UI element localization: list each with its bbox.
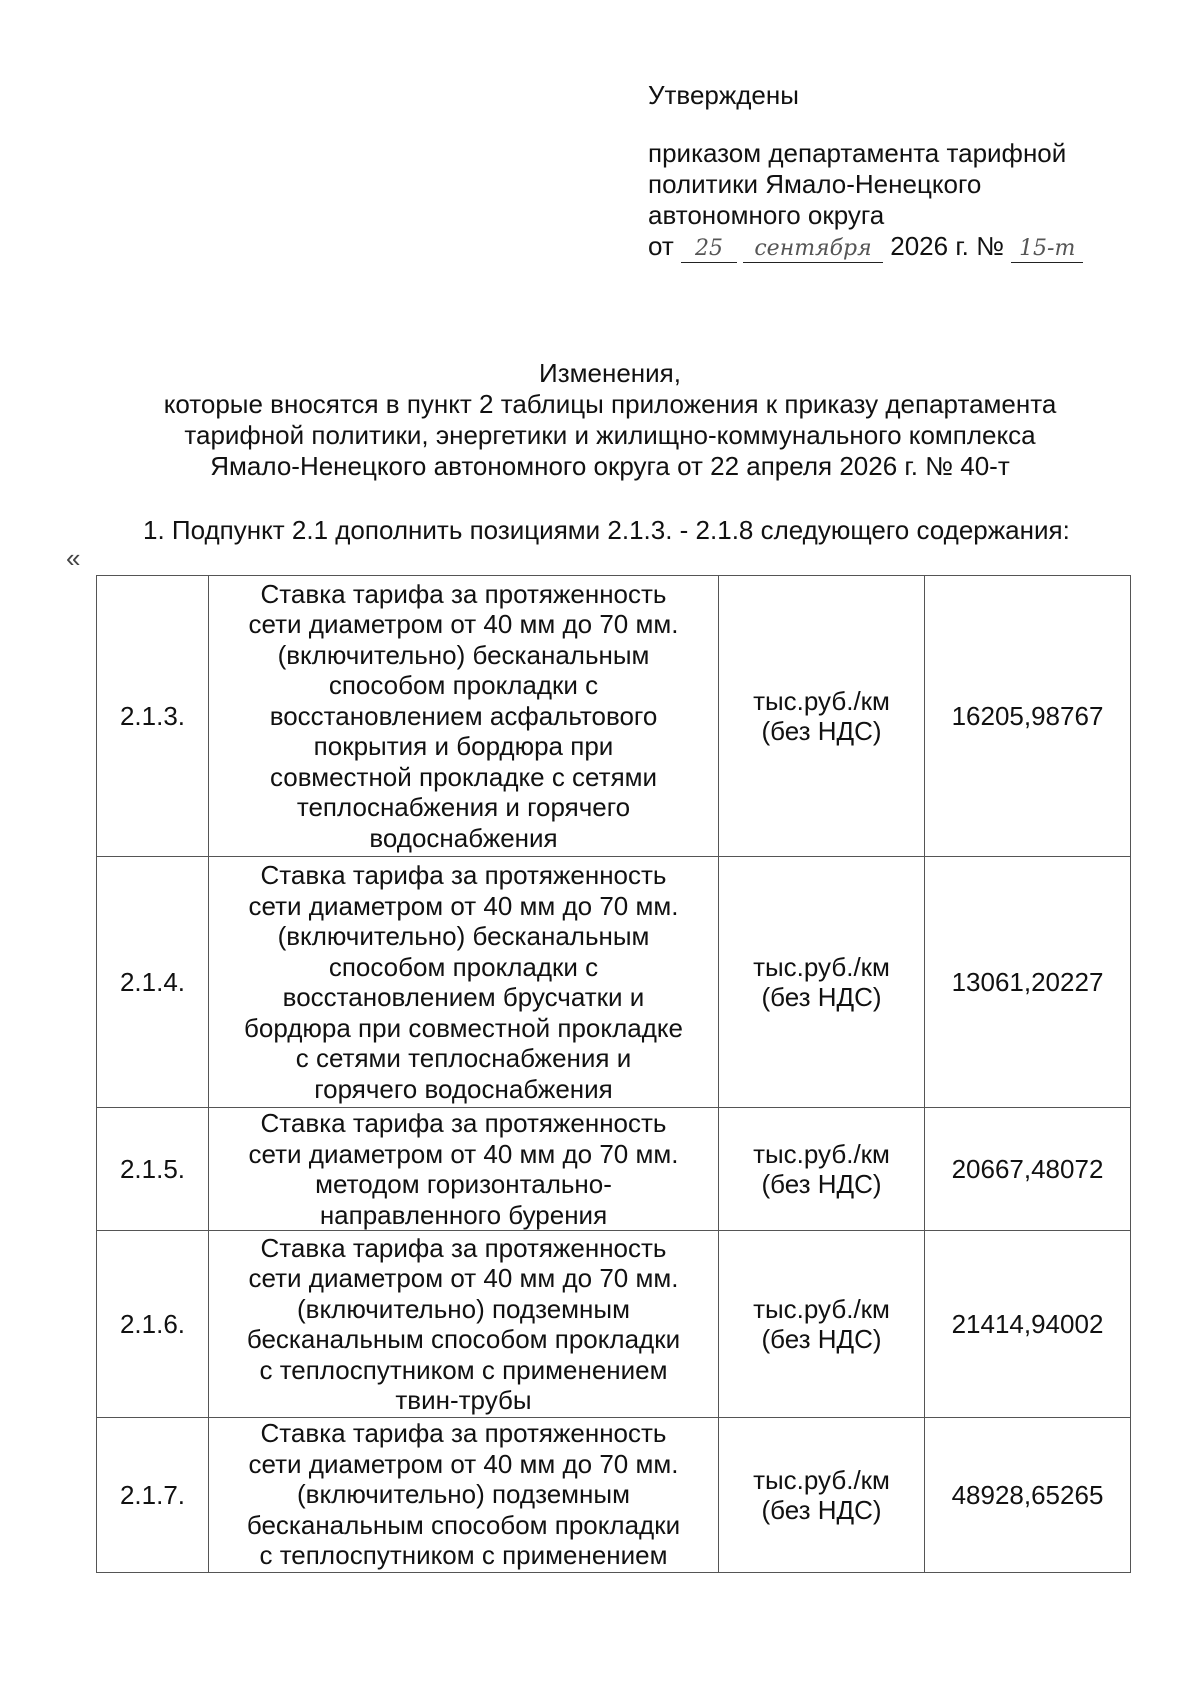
- tariff-table: [96, 575, 1131, 1573]
- opening-quote-mark: «: [66, 543, 81, 573]
- description-line: водоснабжения: [369, 822, 558, 853]
- unit-line: тыс.руб./км: [753, 685, 890, 716]
- description-line: с теплоспутником с применением: [259, 1540, 668, 1570]
- row-number: 2.1.5.: [97, 1108, 209, 1231]
- row-description: [209, 1418, 719, 1573]
- order-day-handwritten: 25: [681, 236, 737, 263]
- row-number: 2.1.3.: [97, 576, 209, 857]
- row-unit: [719, 1418, 925, 1573]
- description-line: Ставка тарифа за протяженность: [260, 1232, 667, 1263]
- description-line: с сетями теплоснабжения и: [295, 1043, 632, 1073]
- row-value: 20667,48072: [925, 1108, 1131, 1231]
- row-description: [209, 576, 719, 857]
- description-line: бордюра при совместной прокладке: [244, 1012, 683, 1043]
- description-line: сети диаметром от 40 мм до 70 мм.: [248, 1138, 679, 1169]
- row-number: 2.1.6.: [97, 1231, 209, 1418]
- row-unit: [719, 857, 925, 1108]
- description-line: покрытия и бордюра при: [313, 731, 614, 762]
- row-number: 2.1.4.: [97, 857, 209, 1108]
- description-line: сети диаметром от 40 мм до 70 мм.: [248, 1263, 679, 1293]
- document-heading: [80, 358, 1140, 482]
- approval-title: Утверждены: [648, 80, 799, 110]
- heading-line: тарифной политики, энергетики и жилищно-коммунального комплекса: [184, 420, 1036, 450]
- unit-line: тыс.руб./км: [753, 1293, 890, 1324]
- unit-line: (без НДС): [761, 716, 882, 746]
- unit-line: (без НДС): [761, 1495, 882, 1525]
- unit-line: тыс.руб./км: [753, 951, 890, 982]
- unit-line: (без НДС): [761, 982, 882, 1012]
- description-line: способом прокладки с: [328, 670, 599, 701]
- description-line: Ставка тарифа за протяженность: [260, 1108, 667, 1138]
- approval-block: [648, 80, 1168, 263]
- description-line: Ставка тарифа за протяженность: [260, 860, 667, 890]
- description-line: (включительно) бесканальным: [277, 639, 650, 670]
- unit-line: (без НДС): [761, 1324, 882, 1354]
- table-row: [97, 1418, 1131, 1573]
- table-row: [97, 857, 1131, 1108]
- unit-line: (без НДС): [761, 1169, 882, 1199]
- order-prefix: от: [648, 231, 674, 261]
- approval-line: политики Ямало-Ненецкого: [648, 169, 982, 199]
- description-line: (включительно) подземным: [297, 1293, 630, 1324]
- description-line: теплоснабжения и горячего: [296, 792, 631, 823]
- row-description: [209, 1108, 719, 1231]
- table-row: [97, 1231, 1131, 1418]
- description-line: (включительно) бесканальным: [277, 921, 650, 951]
- row-unit: [719, 576, 925, 857]
- table-row: [97, 576, 1131, 857]
- unit-line: тыс.руб./км: [753, 1138, 890, 1169]
- description-line: Ставка тарифа за протяженность: [260, 1418, 667, 1448]
- approval-line: автономного округа: [648, 200, 885, 230]
- unit-line: тыс.руб./км: [753, 1464, 890, 1495]
- description-line: способом прокладки с: [328, 951, 599, 982]
- order-month-handwritten: сентября: [743, 236, 883, 263]
- row-value: 16205,98767: [925, 576, 1131, 857]
- order-number-handwritten: 15-т: [1011, 236, 1083, 263]
- description-line: сети диаметром от 40 мм до 70 мм.: [248, 1448, 679, 1479]
- description-line: сети диаметром от 40 мм до 70 мм.: [248, 890, 679, 921]
- description-line: направленного бурения: [319, 1199, 608, 1230]
- table-row: [97, 1108, 1131, 1231]
- description-line: твин-трубы: [395, 1385, 532, 1415]
- row-number: 2.1.7.: [97, 1418, 209, 1573]
- row-value: 48928,65265: [925, 1418, 1131, 1573]
- row-description: [209, 1231, 719, 1418]
- approval-line: приказом департамента тарифной: [648, 138, 1067, 168]
- row-description: [209, 857, 719, 1108]
- row-value: 13061,20227: [925, 857, 1131, 1108]
- description-line: совместной прокладке с сетями: [269, 761, 658, 792]
- description-line: бесканальным способом прокладки: [246, 1509, 681, 1540]
- description-line: восстановлением асфальтового: [269, 700, 658, 731]
- description-line: с теплоспутником с применением: [259, 1354, 668, 1385]
- description-line: сети диаметром от 40 мм до 70 мм.: [248, 609, 679, 640]
- instruction-paragraph: 1. Подпункт 2.1 дополнить позициями 2.1.3. - 2.1.8 следующего содержания:: [143, 515, 1070, 545]
- description-line: Ставка тарифа за протяженность: [260, 578, 667, 609]
- order-year: 2026 г. №: [890, 231, 1004, 261]
- description-line: (включительно) подземным: [297, 1479, 630, 1509]
- row-unit: [719, 1231, 925, 1418]
- heading-line: Ямало-Ненецкого автономного округа от 22 апреля 2026 г. № 40-т: [210, 451, 1010, 481]
- row-unit: [719, 1108, 925, 1231]
- heading-line: которые вносятся в пункт 2 таблицы приложения к приказу департамента: [163, 389, 1057, 419]
- order-date-line: [648, 231, 1168, 263]
- description-line: методом горизонтально-: [315, 1169, 612, 1199]
- description-line: восстановлением брусчатки и: [282, 982, 645, 1012]
- heading-title: Изменения,: [539, 358, 681, 388]
- row-value: 21414,94002: [925, 1231, 1131, 1418]
- description-line: горячего водоснабжения: [314, 1073, 613, 1104]
- description-line: бесканальным способом прокладки: [246, 1324, 681, 1354]
